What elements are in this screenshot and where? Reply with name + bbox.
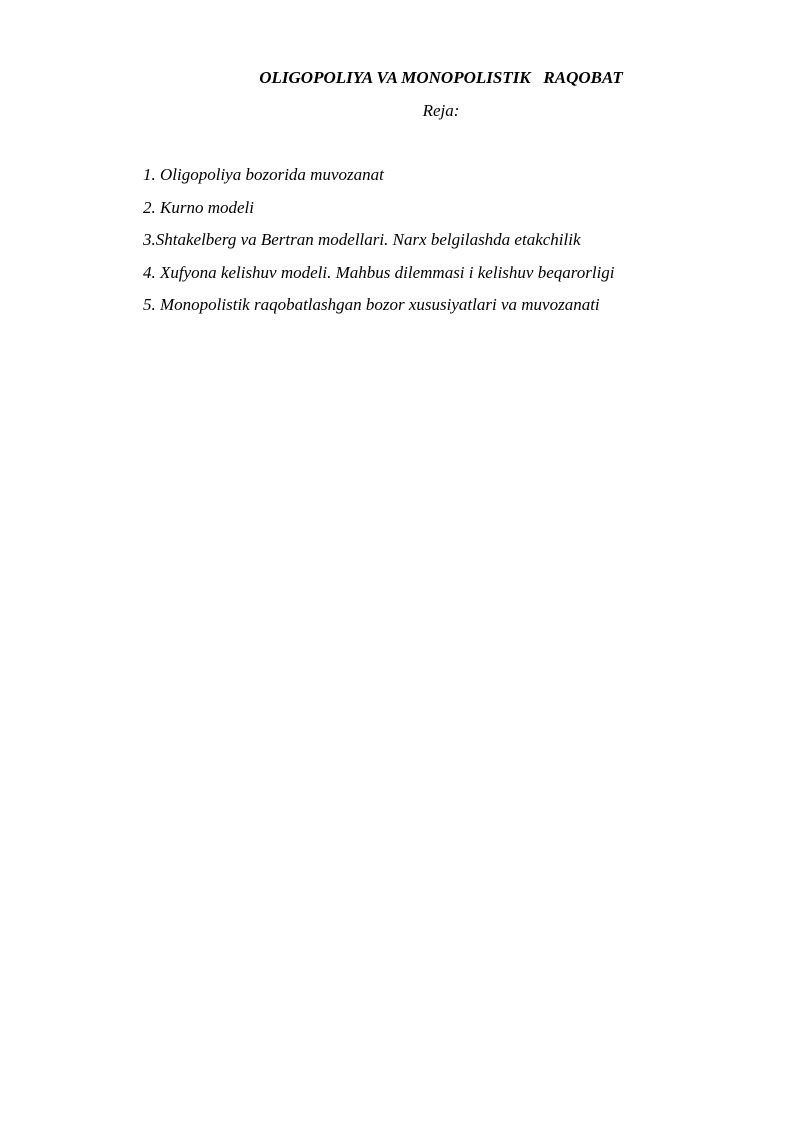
plan-heading: Reja:	[422, 101, 460, 120]
plan-item-5: 5. Monopolistik raqobatlashgan bozor xususiyatlari va muvozanati	[143, 295, 600, 314]
plan-item-4: 4. Xufyona kelishuv modeli. Mahbus dilemmasi i kelishuv beqarorligi	[143, 262, 615, 282]
plan-item-1: 1. Oligopoliya bozorida muvozanat	[143, 165, 384, 184]
plan-item-3: 3.Shtakelberg va Bertran modellari. Narx belgilashda etakchilik	[143, 230, 581, 249]
plan-item-2: 2. Kurno modeli	[143, 197, 254, 217]
document-title: OLIGOPOLIYA VA MONOPOLISTIK RAQOBAT	[259, 68, 623, 87]
plan-list	[143, 165, 615, 328]
